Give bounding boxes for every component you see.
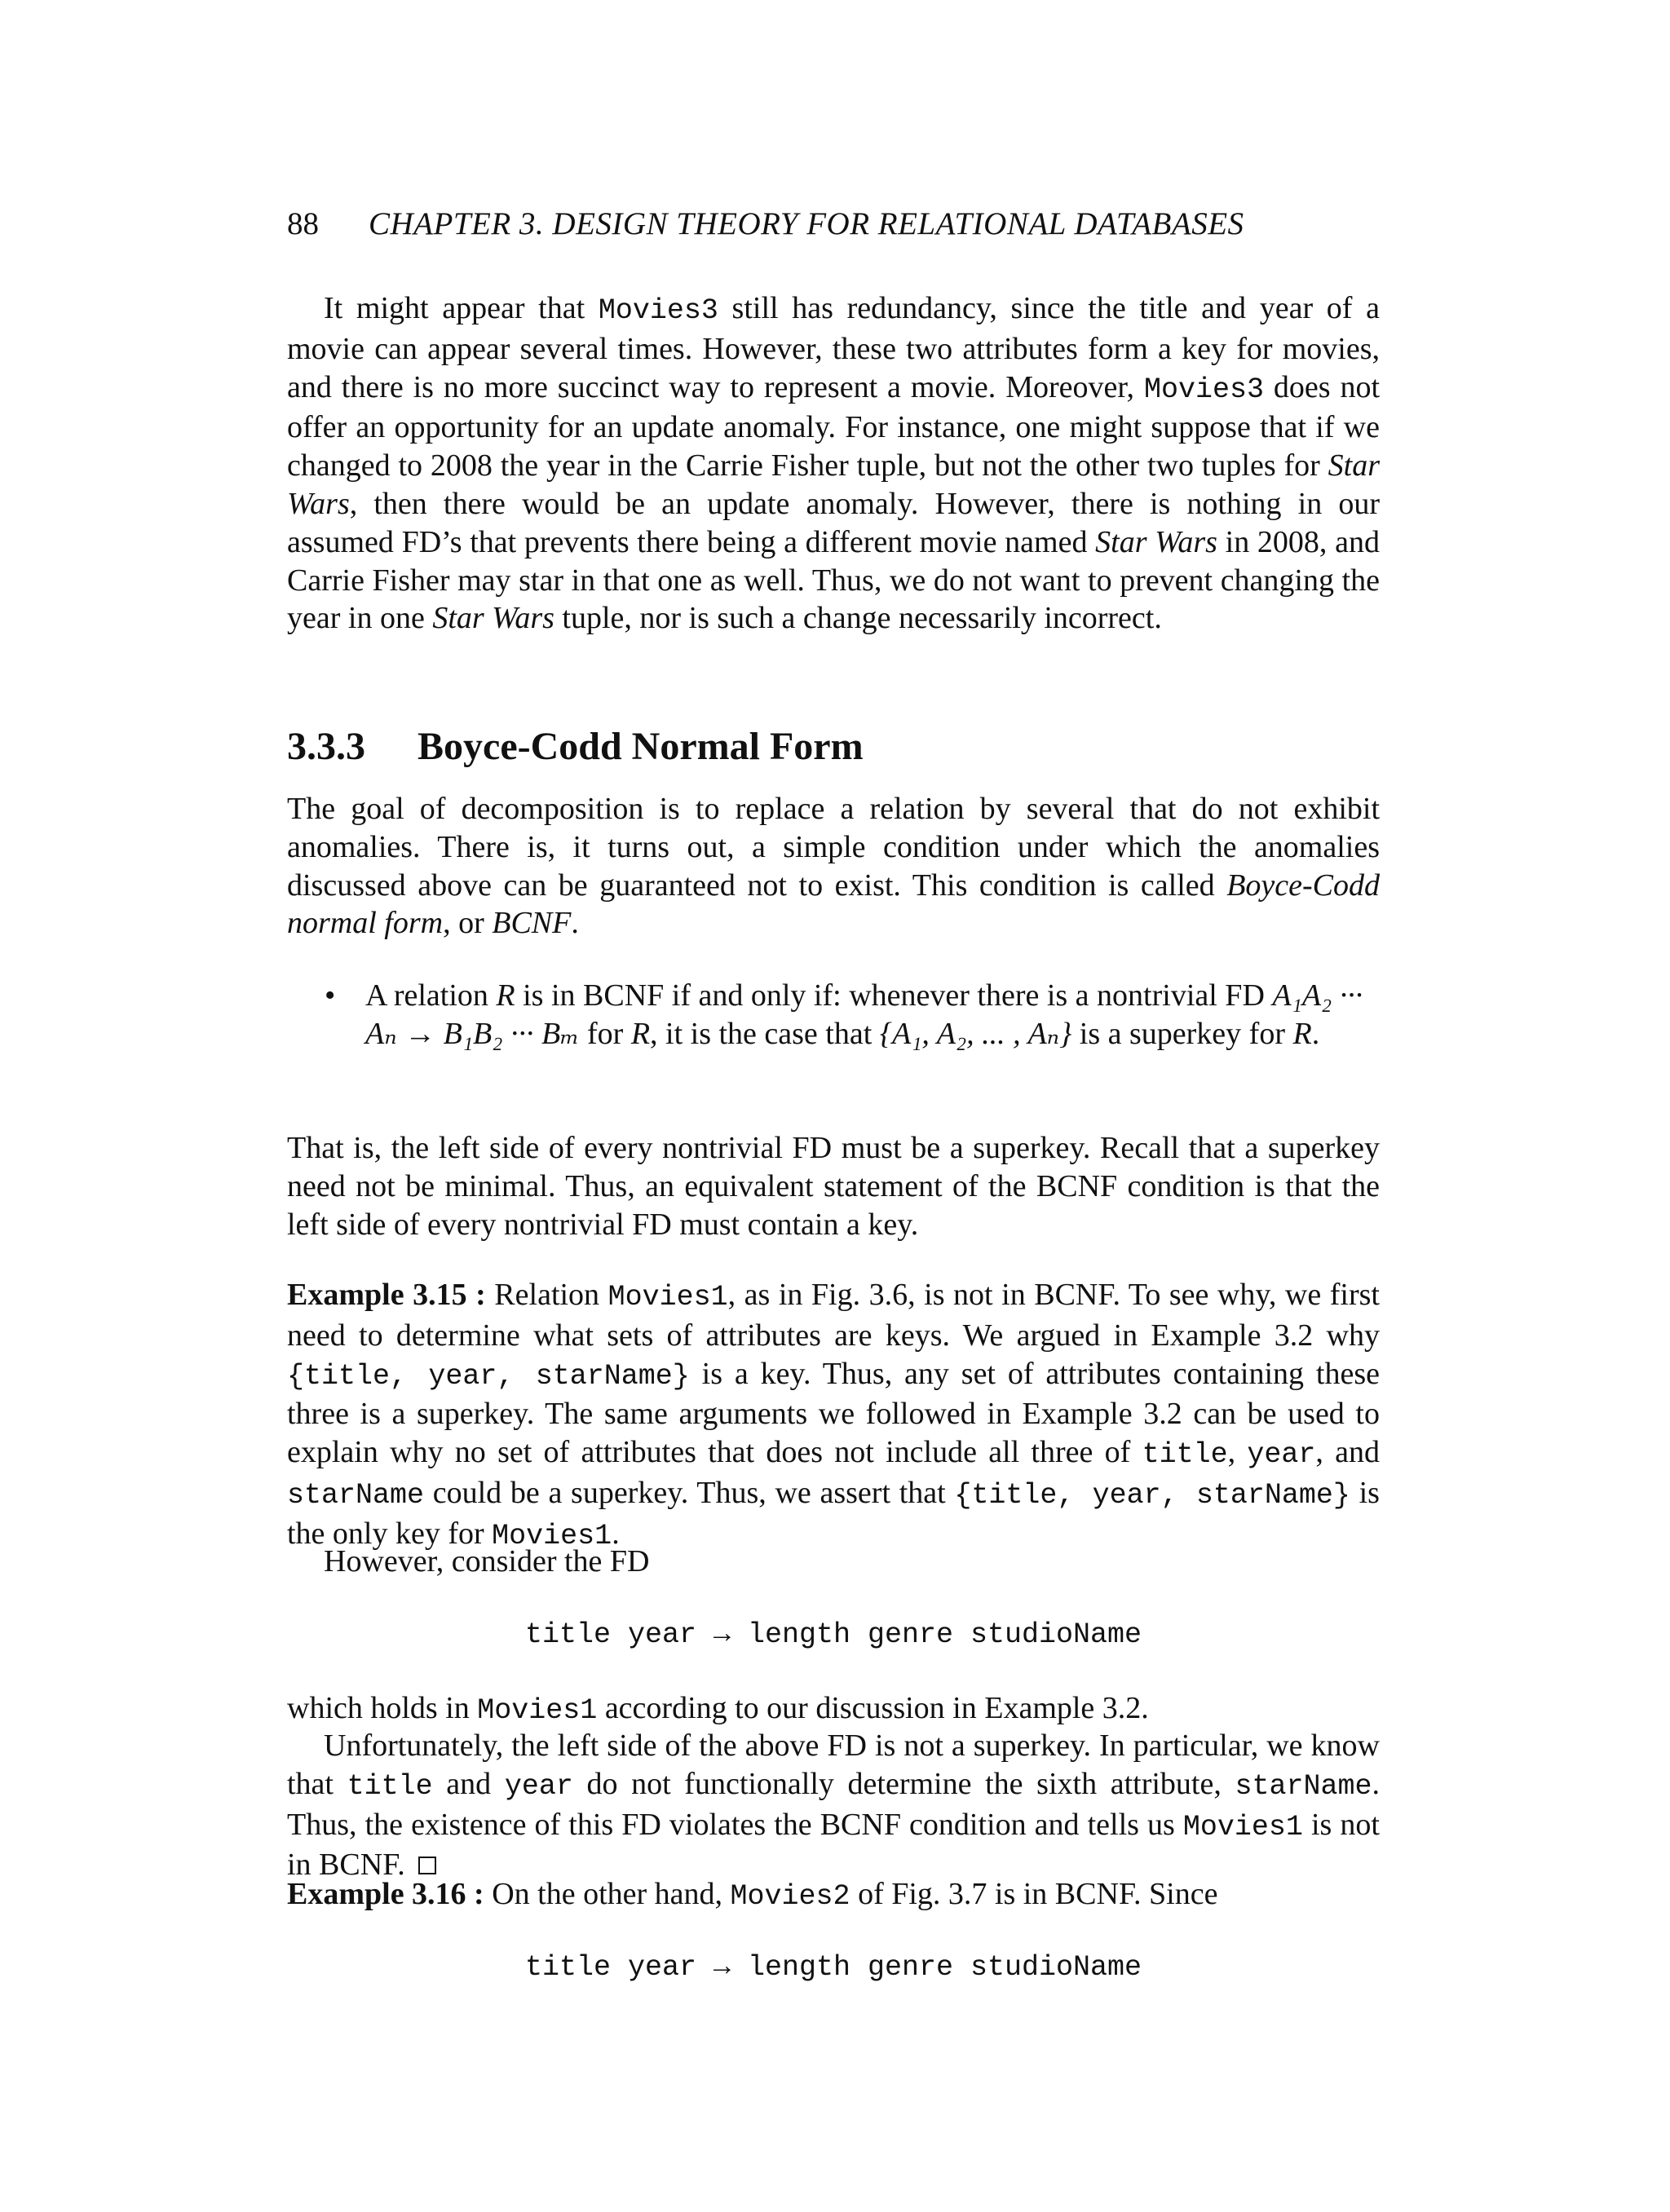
paragraph-movies3: It might appear that Movies3 still has redundancy, since the title and year of a movie can appear several times. However, these two attributes form a key for movies, and there is no more succinct way to represent a movie. Moreover, Movies3 does not offer an opportunity for an update anomaly. For instance, one might suppose that if we changed to 2008 the year in the Carrie Fisher tuple, but not the other two tuples for Star Wars, then there would be an update anomaly. However, there is nothing in our assumed FD’s that prevents there being a different movie named Star Wars in 2008, and Carrie Fisher may star in that one as well. Thus, we do not want to prevent changing the year in one Star Wars tuple, nor is such a change necessarily incorrect. (287, 291, 1380, 636)
end-of-example-square (418, 1857, 436, 1874)
section-number: 3.3.3 (287, 725, 365, 768)
section-title: Boyce-Codd Normal Form (418, 725, 864, 768)
paragraph-superkey: That is, the left side of every nontrivial FD must be a superkey. Recall that a superkey need not be minimal. Thus, an equivalent statement of the BCNF condition is that the left side of every nontrivial FD must contain a key. (287, 1131, 1380, 1242)
section-heading (287, 722, 1380, 771)
example-3-16: Example 3.16 : On the other hand, Movies2 of Fig. 3.7 is in BCNF. Since (287, 1877, 1218, 1913)
bullet-symbol: • (325, 978, 336, 1013)
bcnf-definition-text: A relation R is in BCNF if and only if: whenever there is a nontrivial FD A₁A₂ ··· Aₙ → B₁B₂ ··· Bₘ for R, it is the case that {A₁, A₂, ... , Aₙ} is a superkey for R. (365, 978, 1363, 1051)
bcnf-definition-bullet (325, 977, 1380, 1053)
running-header (287, 202, 1380, 246)
paragraph-bcnf-intro: The goal of decomposition is to replace a relation by several that do not exhibit anomalies. There is, it turns out, a simple condition under which the anomalies discussed above can be guaranteed not to exist. This condition is called Boyce-Codd normal form, or BCNF. (287, 792, 1380, 941)
example-3-15-label: Example 3.15 : (287, 1278, 486, 1312)
fd-display-2: title year → length genre studioName (524, 1951, 1142, 1984)
example-3-15-conclusion: Unfortunately, the left side of the above FD is not a superkey. In particular, we know that title and year do not functionally determine the sixth attribute, starName. Thus, the existence of this FD violates the BCNF condition and tells us Movies1 is not in BCNF. (287, 1729, 1381, 1883)
example-3-15-holds: which holds in Movies1 according to our discussion in Example 3.2. (287, 1691, 1149, 1727)
page-number: 88 (287, 206, 319, 241)
example-3-16-label: Example 3.16 : (287, 1877, 484, 1911)
example-3-15: Example 3.15 : Relation Movies1, as in Fig. 3.6, is not in BCNF. To see why, we first need to determine what sets of attributes are keys. We argued in Example 3.2 why {title, year, starName} is a key. Thus, any set of attributes containing these three is a superkey. The same arguments we followed in Example 3.2 can be used to explain why no set of attributes that does not include all three of title, year, and starName could be a superkey. Thus, we assert that {title, year, starName} is the only key for Movies1. (287, 1278, 1381, 1552)
example-3-15-consider: However, consider the FD (324, 1544, 650, 1578)
fd-display-1: title year → length genre studioName (524, 1618, 1142, 1651)
chapter-title: CHAPTER 3. DESIGN THEORY FOR RELATIONAL DATABASES (369, 206, 1244, 241)
